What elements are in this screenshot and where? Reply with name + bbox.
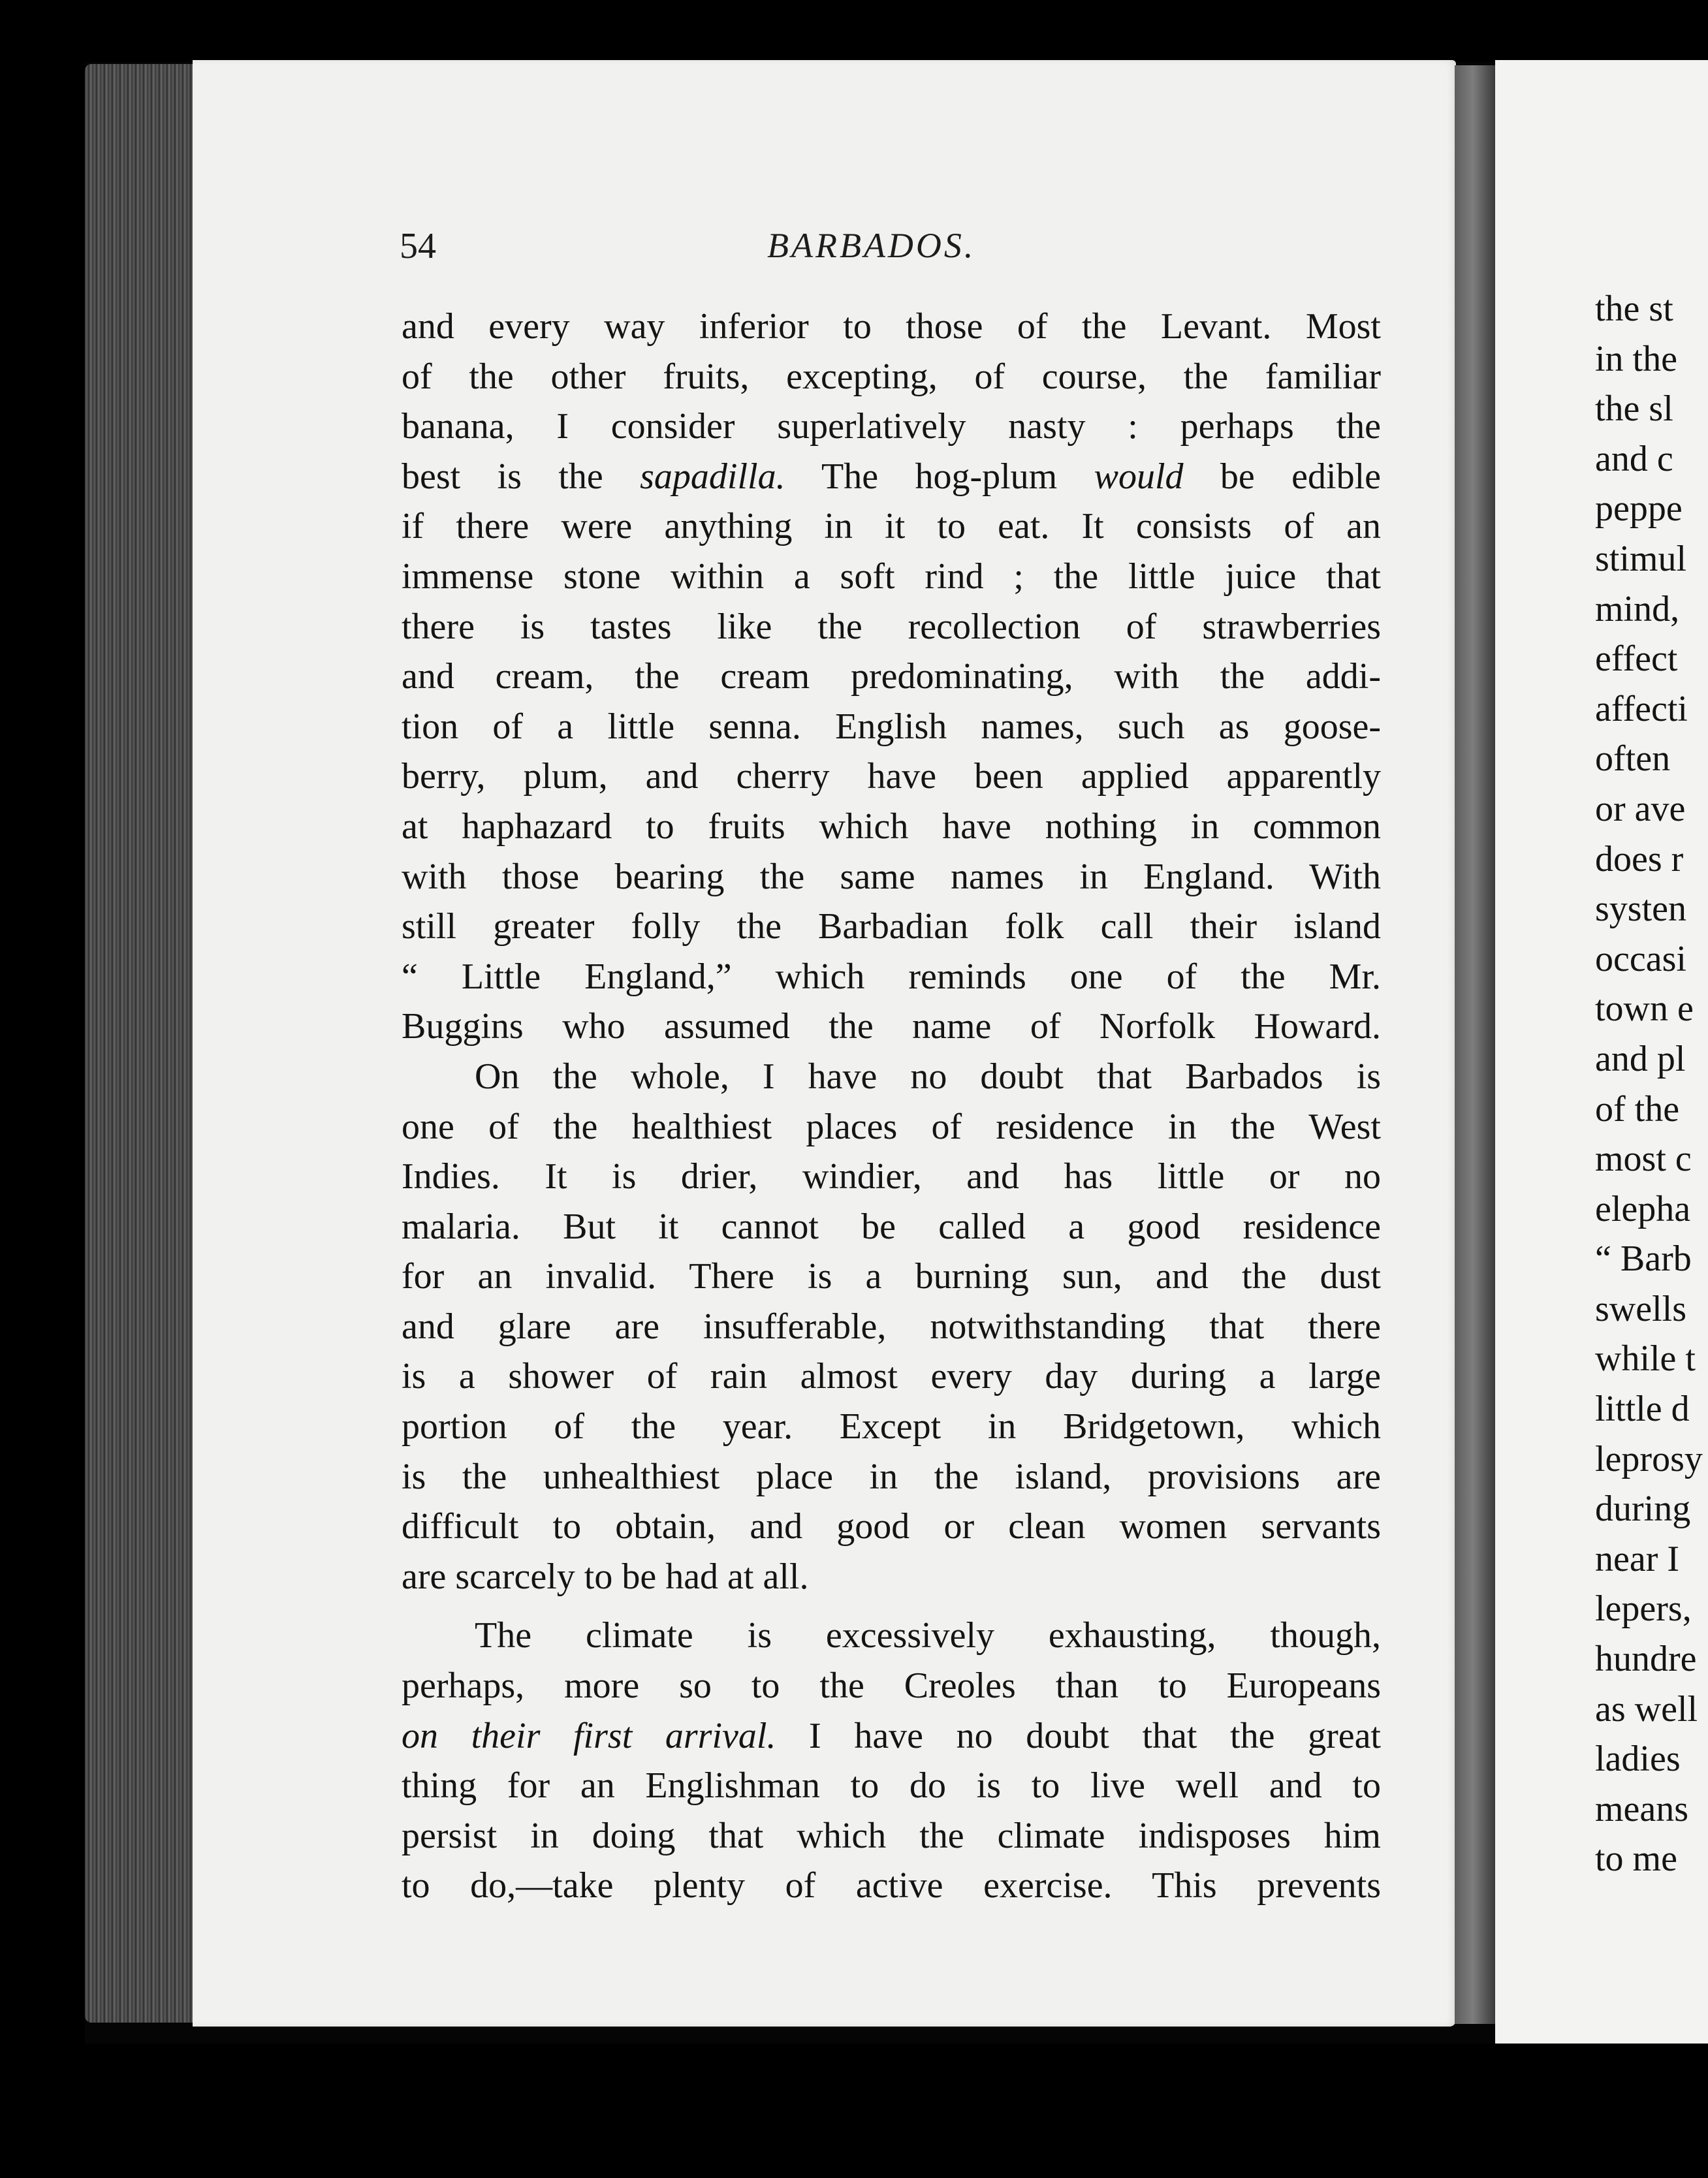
text-line: to me: [1595, 1839, 1677, 1880]
text-run: best is the: [402, 456, 640, 497]
text-line: hundre: [1595, 1639, 1697, 1680]
text-line: difficult to obtain, and good or clean women servants: [402, 1506, 1381, 1547]
text-line: if there were anything in it to eat. It consists of an: [402, 506, 1381, 547]
text-line: little d: [1595, 1389, 1690, 1430]
text-line: thing for an Englishman to do is to live well and to: [402, 1765, 1381, 1807]
text-line: [402, 452, 1381, 502]
text-run: The hog-plum: [785, 456, 1094, 497]
text-line: and every way inferior to those of the Levant. Most: [402, 306, 1381, 347]
text-line: “ Barb: [1595, 1239, 1692, 1280]
italic-phrase: on their first arrival.: [402, 1715, 776, 1756]
book-page-edges: [85, 64, 193, 2023]
text-line: does r: [1595, 838, 1684, 879]
text-line: or ave: [1595, 788, 1686, 829]
italic-word-would: would: [1094, 456, 1184, 497]
text-line: stimul: [1595, 538, 1687, 579]
scan-top-border: [0, 0, 1708, 62]
page-number: 54: [400, 226, 436, 266]
text-line: leprosy: [1595, 1438, 1703, 1479]
text-run: be edible: [1183, 456, 1381, 497]
right-page-text: [1595, 284, 1703, 1884]
text-line: lepers,: [1595, 1588, 1692, 1630]
text-line: systen: [1595, 889, 1686, 930]
text-line: portion of the year. Except in Bridgetown, which: [402, 1406, 1381, 1447]
text-line: most c: [1595, 1139, 1692, 1180]
text-line: town e: [1595, 988, 1694, 1030]
text-line: tion of a little senna. English names, such as goose-: [402, 706, 1381, 747]
text-line: and pl: [1595, 1038, 1686, 1079]
text-line: is a shower of rain almost every day during a large: [402, 1356, 1381, 1397]
text-line: ladies: [1595, 1739, 1681, 1780]
text-run: I have no doubt that the great: [776, 1715, 1381, 1756]
text-line: are scarcely to be had at all.: [402, 1556, 809, 1597]
text-line: is the unhealthiest place in the island, provisions are: [402, 1456, 1381, 1497]
text-line: near I: [1595, 1538, 1680, 1579]
text-line: often: [1595, 738, 1671, 780]
text-line: the st: [1595, 289, 1673, 329]
text-line: and glare are insufferable, notwithstanding that there: [402, 1306, 1381, 1347]
text-line: for an invalid. There is a burning sun, and the dust: [402, 1256, 1381, 1297]
text-line: still greater folly the Barbadian folk call their island: [402, 906, 1381, 947]
text-line: means: [1595, 1788, 1689, 1829]
text-line: affecti: [1595, 688, 1688, 729]
text-line: mind,: [1595, 588, 1680, 629]
text-line: the sl: [1595, 388, 1673, 430]
text-line: On the whole, I have no doubt that Barbados is: [475, 1056, 1381, 1097]
scan-left-border: [0, 0, 85, 2178]
text-line: Indies. It is drier, windier, and has little or no: [402, 1156, 1381, 1197]
text-line: The climate is excessively exhausting, though,: [475, 1615, 1381, 1656]
text-line: as well: [1595, 1688, 1698, 1729]
book-gutter: [1455, 65, 1495, 2024]
text-line: and c: [1595, 438, 1673, 479]
text-line: peppe: [1595, 488, 1683, 529]
text-line: [402, 1711, 1381, 1761]
text-line: elepha: [1595, 1188, 1691, 1229]
text-line: Buggins who assumed the name of Norfolk Howard.: [402, 1006, 1381, 1047]
body-text: [402, 302, 1381, 1911]
text-line: to do,—take plenty of active exercise. This prevents: [402, 1865, 1381, 1906]
scan-bottom-border: [0, 2044, 1708, 2178]
italic-word-sapadilla: sapadilla.: [640, 456, 785, 497]
text-line: one of the healthiest places of residence in the West: [402, 1106, 1381, 1147]
text-line: immense stone within a soft rind ; the little juice that: [402, 556, 1381, 597]
paragraph-gap: [402, 1602, 1381, 1611]
text-line: and cream, the cream predominating, with the addi-: [402, 656, 1381, 697]
text-line: perhaps, more so to the Creoles than to Europeans: [402, 1665, 1381, 1707]
running-title: BARBADOS.: [767, 226, 976, 265]
text-line: occasi: [1595, 938, 1686, 979]
text-line: persist in doing that which the climate indisposes him: [402, 1815, 1381, 1856]
text-line: malaria. But it cannot be called a good residence: [402, 1206, 1381, 1247]
text-line: at haphazard to fruits which have nothing in common: [402, 806, 1381, 847]
text-line: while t: [1595, 1338, 1696, 1380]
text-line: of the: [1595, 1088, 1680, 1129]
text-line: “ Little England,” which reminds one of the Mr.: [402, 956, 1381, 997]
text-line: during: [1595, 1489, 1691, 1530]
text-line: of the other fruits, excepting, of course, the familiar: [402, 356, 1381, 397]
text-line: swells: [1595, 1288, 1686, 1329]
text-line: there is tastes like the recollection of strawberries: [402, 606, 1381, 647]
text-line: in the: [1595, 338, 1677, 379]
text-line: with those bearing the same names in England. With: [402, 856, 1381, 897]
text-line: effect: [1595, 639, 1678, 680]
text-line: banana, I consider superlatively nasty : perhaps the: [402, 406, 1381, 447]
text-line: berry, plum, and cherry have been applied apparently: [402, 756, 1381, 797]
